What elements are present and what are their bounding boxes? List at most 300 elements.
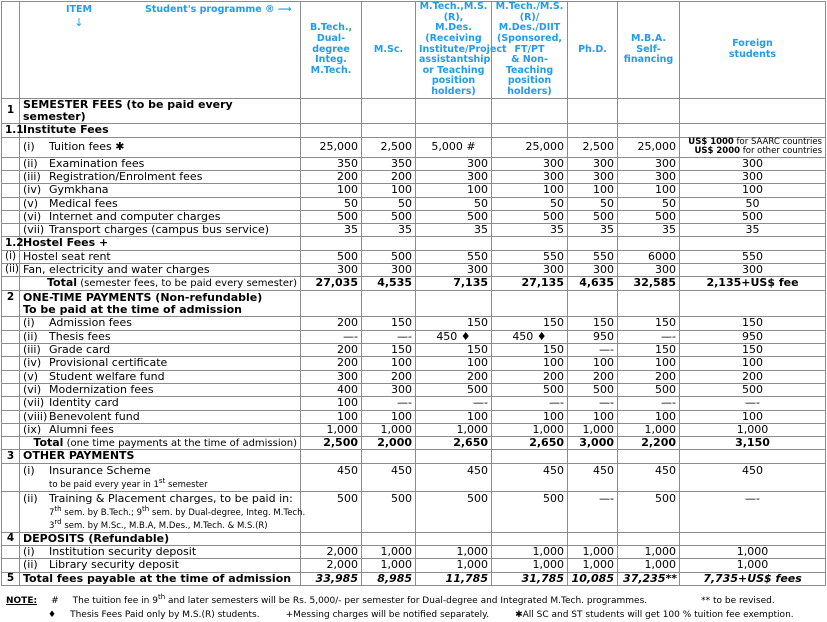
cell-blank — [492, 290, 568, 317]
table-row — [2, 370, 826, 383]
row-number-blank — [2, 437, 20, 450]
row-label-registration-fees: (iii) Registration/Enrolment fees — [20, 170, 301, 183]
cell-onetime-total-msc: 2,000 — [362, 437, 416, 450]
right-arrow-icon: ⟶ — [277, 4, 291, 15]
cell-provisional-mtech: 100 — [416, 357, 492, 370]
cell-internet-btech: 500 — [301, 210, 362, 223]
table-row — [2, 397, 826, 410]
cell-training-foreign: —- — [680, 491, 826, 532]
cell-welfare-foreign: 200 — [680, 370, 826, 383]
cell-blank — [416, 450, 492, 463]
cell-internet-msc: 500 — [362, 210, 416, 223]
fee-structure-sheet — [0, 1, 827, 620]
cell-welfare-btech: 300 — [301, 370, 362, 383]
cell-training-msc: 500 — [362, 491, 416, 532]
cell-gymkhana-msc: 100 — [362, 184, 416, 197]
cell-identity-msc: —- — [362, 397, 416, 410]
section-number: 1 — [2, 98, 20, 124]
cell-blank — [680, 237, 826, 250]
cell-gradecard-btech: 200 — [301, 343, 362, 356]
cell-onetime-total-foreign: 3,150 — [680, 437, 826, 450]
table-row — [2, 197, 826, 210]
cell-inst-deposit-msc: 1,000 — [362, 546, 416, 559]
cell-exam-btech: 350 — [301, 157, 362, 170]
cell-modernization-btech: 400 — [301, 383, 362, 396]
cell-sem-total-msc: 4,535 — [362, 277, 416, 290]
cell-gradecard-foreign: 150 — [680, 343, 826, 356]
cell-benevolent-mtech-sponsored: 100 — [492, 410, 568, 423]
row-number-blank — [2, 546, 20, 559]
cell-medical-mtech: 50 — [416, 197, 492, 210]
cell-gymkhana-phd: 100 — [568, 184, 618, 197]
notes-text-2a: Thesis Fees Paid only by M.S.(R) students. — [70, 609, 260, 620]
cell-transport-msc: 35 — [362, 224, 416, 237]
cell-benevolent-btech: 100 — [301, 410, 362, 423]
row-label-fan-electricity-water: Fan, electricity and water charges — [20, 264, 301, 277]
cell-training-mtech: 500 — [416, 491, 492, 532]
notes-title: NOTE: — [6, 596, 38, 607]
cell-blank — [301, 98, 362, 124]
cell-training-btech: 500 — [301, 491, 362, 532]
cell-blank — [618, 532, 680, 545]
section-number: 2 — [2, 290, 20, 317]
cell-hostel-rent-phd: 550 — [568, 250, 618, 263]
cell-identity-foreign: —- — [680, 397, 826, 410]
table-row — [2, 317, 826, 330]
section-title: DEPOSITS (Refundable) — [20, 532, 301, 545]
table-row — [2, 357, 826, 370]
cell-transport-mtech: 35 — [416, 224, 492, 237]
cell-blank — [680, 450, 826, 463]
section-row-deposits — [2, 532, 826, 545]
cell-alumni-mtech: 1,000 — [416, 423, 492, 436]
cell-training-mtech-sponsored: 500 — [492, 491, 568, 532]
header-item-label: ITEM ↓ — [23, 5, 135, 30]
cell-registration-msc: 200 — [362, 170, 416, 183]
cell-blank — [301, 450, 362, 463]
section-row-onetime-payments — [2, 290, 826, 317]
header-col-mtech: M.Tech.,M.S. (R), M.Des. (Receiving Institute/Project assistantship or Teaching position holders) — [416, 2, 492, 99]
cell-blank — [492, 237, 568, 250]
cell-sem-total-foreign: 2,135+US$ fee — [680, 277, 826, 290]
cell-tuition-msc: 2,500 — [362, 137, 416, 157]
section-row-other-payments — [2, 450, 826, 463]
cell-thesis-mba: —- — [618, 330, 680, 343]
cell-onetime-total-btech: 2,500 — [301, 437, 362, 450]
cell-blank — [362, 290, 416, 317]
cell-tuition-phd: 2,500 — [568, 137, 618, 157]
cell-hostel-rent-msc: 500 — [362, 250, 416, 263]
cell-sem-total-phd: 4,635 — [568, 277, 618, 290]
row-label-semester-total: Total (semester fees, to be paid every semester) — [20, 277, 301, 290]
notes-diamond-marker: ♦ — [48, 609, 57, 620]
cell-gradecard-msc: 150 — [362, 343, 416, 356]
cell-exam-phd: 300 — [568, 157, 618, 170]
row-label-identity-card: (vii) Identity card — [20, 397, 301, 410]
cell-thesis-msc: —- — [362, 330, 416, 343]
row-label-grade-card: (iii) Grade card — [20, 343, 301, 356]
cell-benevolent-mba: 100 — [618, 410, 680, 423]
cell-tuition-foreign: US$ 1000 for SAARC countries US$ 2000 for other countries — [680, 137, 826, 157]
row-number-blank — [2, 491, 20, 532]
cell-internet-mba: 500 — [618, 210, 680, 223]
row-number-blank — [2, 210, 20, 223]
cell-grand-total-phd: 10,085 — [568, 572, 618, 585]
cell-tuition-btech: 25,000 — [301, 137, 362, 157]
cell-blank — [568, 290, 618, 317]
cell-identity-mtech: —- — [416, 397, 492, 410]
cell-inst-deposit-mtech-sponsored: 1,000 — [492, 546, 568, 559]
cell-gradecard-phd: —- — [568, 343, 618, 356]
table-row — [2, 170, 826, 183]
cell-blank — [416, 290, 492, 317]
cell-blank — [618, 450, 680, 463]
cell-blank — [618, 290, 680, 317]
row-label-modernization-fees: (vi) Modernization fees — [20, 383, 301, 396]
cell-welfare-mtech: 200 — [416, 370, 492, 383]
cell-identity-phd: —- — [568, 397, 618, 410]
notes-line-1 — [6, 592, 827, 609]
cell-thesis-foreign: 950 — [680, 330, 826, 343]
cell-welfare-mtech-sponsored: 200 — [492, 370, 568, 383]
cell-thesis-mtech-sponsored: 450 ♦ — [492, 330, 568, 343]
cell-modernization-phd: 500 — [568, 383, 618, 396]
cell-insurance-btech: 450 — [301, 463, 362, 491]
cell-internet-mtech: 500 — [416, 210, 492, 223]
cell-exam-mba: 300 — [618, 157, 680, 170]
cell-fan-mtech: 300 — [416, 264, 492, 277]
row-number-blank — [2, 343, 20, 356]
cell-alumni-foreign: 1,000 — [680, 423, 826, 436]
cell-sem-total-btech: 27,035 — [301, 277, 362, 290]
cell-blank — [680, 290, 826, 317]
section-title: Institute Fees — [20, 124, 301, 137]
cell-alumni-mtech-sponsored: 1,000 — [492, 423, 568, 436]
cell-registration-mba: 300 — [618, 170, 680, 183]
section-title: OTHER PAYMENTS — [20, 450, 301, 463]
cell-registration-mtech-sponsored: 300 — [492, 170, 568, 183]
section-title-grand-total: Total fees payable at the time of admission — [20, 572, 301, 585]
section-row-institute-fees — [2, 124, 826, 137]
cell-gymkhana-btech: 100 — [301, 184, 362, 197]
header-col-btech: B.Tech., Dual-degree Integ. M.Tech. — [301, 2, 362, 99]
cell-identity-mtech-sponsored: —- — [492, 397, 568, 410]
cell-admission-mtech: 150 — [416, 317, 492, 330]
header-programme-label: Student's programme ® ⟶ — [145, 4, 291, 15]
cell-blank — [492, 98, 568, 124]
cell-onetime-total-mtech-sponsored: 2,650 — [492, 437, 568, 450]
row-number-blank — [2, 370, 20, 383]
cell-fan-mba: 300 — [618, 264, 680, 277]
cell-provisional-msc: 100 — [362, 357, 416, 370]
row-label-admission-fees: (i) Admission fees — [20, 317, 301, 330]
table-row — [2, 410, 826, 423]
cell-alumni-msc: 1,000 — [362, 423, 416, 436]
cell-transport-mba: 35 — [618, 224, 680, 237]
table-header-row — [2, 2, 826, 99]
cell-thesis-btech: —- — [301, 330, 362, 343]
cell-blank — [492, 450, 568, 463]
cell-lib-deposit-mba: 1,000 — [618, 559, 680, 572]
row-label-provisional-certificate: (iv) Provisional certificate — [20, 357, 301, 370]
fee-structure-table — [1, 1, 826, 586]
cell-provisional-mba: 100 — [618, 357, 680, 370]
notes-text-2b: +Messing charges will be notified separately. — [285, 609, 490, 620]
cell-provisional-mtech-sponsored: 100 — [492, 357, 568, 370]
row-number-blank — [2, 170, 20, 183]
header-col-msc: M.Sc. — [362, 2, 416, 99]
cell-modernization-mtech-sponsored: 500 — [492, 383, 568, 396]
row-label-gymkhana: (iv) Gymkhana — [20, 184, 301, 197]
cell-grand-total-mtech-sponsored: 31,785 — [492, 572, 568, 585]
cell-blank — [301, 532, 362, 545]
cell-inst-deposit-mba: 1,000 — [618, 546, 680, 559]
cell-registration-foreign: 300 — [680, 170, 826, 183]
cell-tuition-mba: 25,000 — [618, 137, 680, 157]
cell-provisional-foreign: 100 — [680, 357, 826, 370]
row-number-blank — [2, 383, 20, 396]
cell-transport-foreign: 35 — [680, 224, 826, 237]
cell-internet-foreign: 500 — [680, 210, 826, 223]
cell-admission-mba: 150 — [618, 317, 680, 330]
table-row — [2, 383, 826, 396]
row-label-student-welfare-fund: (v) Student welfare fund — [20, 370, 301, 383]
cell-welfare-msc: 200 — [362, 370, 416, 383]
cell-blank — [301, 290, 362, 317]
notes-hash-marker: # — [51, 596, 59, 607]
cell-blank — [618, 237, 680, 250]
cell-provisional-btech: 200 — [301, 357, 362, 370]
cell-gymkhana-mtech-sponsored: 100 — [492, 184, 568, 197]
cell-exam-mtech-sponsored: 300 — [492, 157, 568, 170]
cell-training-phd: —- — [568, 491, 618, 532]
cell-medical-mba: 50 — [618, 197, 680, 210]
cell-insurance-mtech-sponsored: 450 — [492, 463, 568, 491]
cell-medical-mtech-sponsored: 50 — [492, 197, 568, 210]
cell-welfare-mba: 200 — [618, 370, 680, 383]
cell-identity-btech: 100 — [301, 397, 362, 410]
cell-blank — [680, 532, 826, 545]
row-number-blank — [2, 357, 20, 370]
header-col-foreign: Foreign students — [680, 2, 826, 99]
cell-registration-btech: 200 — [301, 170, 362, 183]
cell-modernization-msc: 300 — [362, 383, 416, 396]
cell-blank — [568, 237, 618, 250]
cell-hostel-rent-mtech: 550 — [416, 250, 492, 263]
cell-blank — [362, 124, 416, 137]
cell-medical-msc: 50 — [362, 197, 416, 210]
cell-insurance-msc: 450 — [362, 463, 416, 491]
cell-lib-deposit-msc: 1,000 — [362, 559, 416, 572]
row-roman-left: (ii) — [2, 264, 20, 277]
cell-hostel-rent-mtech-sponsored: 550 — [492, 250, 568, 263]
row-label-medical-fees: (v) Medical fees — [20, 197, 301, 210]
cell-medical-foreign: 50 — [680, 197, 826, 210]
table-row — [2, 184, 826, 197]
row-label-library-security-deposit: (ii) Library security deposit — [20, 559, 301, 572]
cell-grand-total-msc: 8,985 — [362, 572, 416, 585]
cell-alumni-phd: 1,000 — [568, 423, 618, 436]
row-number-blank — [2, 184, 20, 197]
row-sublabel-insurance: to be paid every year in 1st semester — [49, 477, 208, 490]
cell-admission-foreign: 150 — [680, 317, 826, 330]
cell-hostel-rent-foreign: 550 — [680, 250, 826, 263]
cell-blank — [568, 532, 618, 545]
cell-thesis-phd: 950 — [568, 330, 618, 343]
table-row — [2, 250, 826, 263]
row-number-blank — [2, 317, 20, 330]
cell-blank — [362, 237, 416, 250]
section-title: SEMESTER FEES (to be paid every semester) — [20, 98, 301, 124]
row-label-onetime-total: Total (one time payments at the time of admission) — [20, 437, 301, 450]
cell-medical-btech: 50 — [301, 197, 362, 210]
cell-benevolent-msc: 100 — [362, 410, 416, 423]
notes-block — [6, 592, 827, 622]
cell-fan-mtech-sponsored: 300 — [492, 264, 568, 277]
cell-blank — [362, 450, 416, 463]
cell-gymkhana-mtech: 100 — [416, 184, 492, 197]
cell-provisional-phd: 100 — [568, 357, 618, 370]
section-number: 1.2 — [2, 237, 20, 250]
cell-grand-total-foreign: 7,735+US$ fees — [680, 572, 826, 585]
cell-benevolent-foreign: 100 — [680, 410, 826, 423]
cell-onetime-total-mtech: 2,650 — [416, 437, 492, 450]
table-row — [2, 330, 826, 343]
cell-sem-total-mtech-sponsored: 27,135 — [492, 277, 568, 290]
notes-text-1b: ** to be revised. — [701, 596, 775, 607]
cell-exam-mtech: 300 — [416, 157, 492, 170]
cell-transport-phd: 35 — [568, 224, 618, 237]
cell-blank — [416, 124, 492, 137]
cell-welfare-phd: 200 — [568, 370, 618, 383]
notes-text-2c: ✱All SC and ST students will get 100 % tuition fee exemption. — [515, 609, 794, 620]
cell-registration-mtech: 300 — [416, 170, 492, 183]
table-row — [2, 463, 826, 491]
cell-inst-deposit-btech: 2,000 — [301, 546, 362, 559]
row-label-thesis-fees: (ii) Thesis fees — [20, 330, 301, 343]
cell-blank — [680, 124, 826, 137]
row-roman-left: (i) — [2, 250, 20, 263]
cell-insurance-phd: 450 — [568, 463, 618, 491]
cell-grand-total-mtech: 11,785 — [416, 572, 492, 585]
cell-insurance-mba: 450 — [618, 463, 680, 491]
cell-hostel-rent-btech: 500 — [301, 250, 362, 263]
cell-blank — [362, 532, 416, 545]
cell-gymkhana-mba: 100 — [618, 184, 680, 197]
row-label-insurance-scheme: (i) Insurance Scheme to be paid every year in 1st semester — [20, 463, 301, 491]
row-number-blank — [2, 397, 20, 410]
table-row — [2, 137, 826, 157]
row-sublabel-training-2: 3rd sem. by M.Sc., M.B.A, M.Des., M.Tech. & M.S.(R) — [49, 518, 268, 532]
cell-blank — [362, 98, 416, 124]
row-number-blank — [2, 559, 20, 572]
cell-insurance-mtech: 450 — [416, 463, 492, 491]
section-number: 3 — [2, 450, 20, 463]
section-row-semester-fees — [2, 98, 826, 124]
cell-fan-foreign: 300 — [680, 264, 826, 277]
cell-gradecard-mtech: 150 — [416, 343, 492, 356]
cell-registration-phd: 300 — [568, 170, 618, 183]
row-label-alumni-fees: (ix) Alumni fees — [20, 423, 301, 436]
table-row — [2, 491, 826, 532]
row-label-training-placement: (ii) Training & Placement charges, to be paid in: 7th sem. by B.Tech.; 9th sem. by Dual-degree, Integ. M.Tech. 3rd sem. by M.Sc., M.B.A, M.Des., M.Tech. & M.S.(R) — [20, 491, 301, 532]
header-corner-cell — [2, 2, 20, 99]
cell-blank — [568, 450, 618, 463]
cell-modernization-foreign: 500 — [680, 383, 826, 396]
row-number-blank — [2, 423, 20, 436]
cell-blank — [416, 532, 492, 545]
notes-line-2 — [6, 609, 827, 622]
cell-exam-foreign: 300 — [680, 157, 826, 170]
cell-transport-btech: 35 — [301, 224, 362, 237]
cell-blank — [618, 98, 680, 124]
cell-alumni-mba: 1,000 — [618, 423, 680, 436]
table-row — [2, 546, 826, 559]
cell-blank — [416, 237, 492, 250]
table-row — [2, 423, 826, 436]
row-number-blank — [2, 277, 20, 290]
row-number-blank — [2, 137, 20, 157]
cell-inst-deposit-phd: 1,000 — [568, 546, 618, 559]
cell-inst-deposit-mtech: 1,000 — [416, 546, 492, 559]
header-col-mtech-sponsored: M.Tech./M.S.(R)/ M.Des./DIIT (Sponsored, FT/PT & Non-Teaching position holders) — [492, 2, 568, 99]
cell-insurance-foreign: 450 — [680, 463, 826, 491]
cell-onetime-total-mba: 2,200 — [618, 437, 680, 450]
cell-internet-mtech-sponsored: 500 — [492, 210, 568, 223]
table-row — [2, 264, 826, 277]
cell-lib-deposit-mtech-sponsored: 1,000 — [492, 559, 568, 572]
cell-identity-mba: —- — [618, 397, 680, 410]
cell-fan-phd: 300 — [568, 264, 618, 277]
row-label-internet-charges: (vi) Internet and computer charges — [20, 210, 301, 223]
row-label-transport-charges: (vii) Transport charges (campus bus service) — [20, 224, 301, 237]
cell-blank — [492, 532, 568, 545]
cell-blank — [301, 237, 362, 250]
cell-training-mba: 500 — [618, 491, 680, 532]
cell-grand-total-btech: 33,985 — [301, 572, 362, 585]
cell-blank — [680, 98, 826, 124]
header-item-cell — [20, 2, 301, 99]
cell-blank — [618, 124, 680, 137]
cell-gymkhana-foreign: 100 — [680, 184, 826, 197]
cell-exam-msc: 350 — [362, 157, 416, 170]
cell-lib-deposit-foreign: 1,000 — [680, 559, 826, 572]
cell-transport-mtech-sponsored: 35 — [492, 224, 568, 237]
cell-sem-total-mtech: 7,135 — [416, 277, 492, 290]
row-number-blank — [2, 330, 20, 343]
header-col-phd: Ph.D. — [568, 2, 618, 99]
cell-thesis-mtech: 450 ♦ — [416, 330, 492, 343]
cell-grand-total-mba: 37,235** — [618, 572, 680, 585]
cell-lib-deposit-mtech: 1,000 — [416, 559, 492, 572]
header-col-mba: M.B.A. Self- financing — [618, 2, 680, 99]
total-row-grand — [2, 572, 826, 585]
section-number: 5 — [2, 572, 20, 585]
cell-admission-msc: 150 — [362, 317, 416, 330]
total-row-semester — [2, 277, 826, 290]
cell-blank — [568, 124, 618, 137]
cell-admission-btech: 200 — [301, 317, 362, 330]
row-sublabel-training-1: 7th sem. by B.Tech.; 9th sem. by Dual-degree, Integ. M.Tech. — [49, 504, 306, 518]
section-title-onetime: ONE-TIME PAYMENTS (Non-refundable) To be paid at the time of admission — [20, 290, 301, 317]
cell-blank — [568, 98, 618, 124]
row-number-blank — [2, 157, 20, 170]
cell-benevolent-phd: 100 — [568, 410, 618, 423]
table-row — [2, 157, 826, 170]
cell-lib-deposit-btech: 2,000 — [301, 559, 362, 572]
row-label-tuition-fees: (i) Tuition fees ✱ — [20, 137, 301, 157]
row-number-blank — [2, 410, 20, 423]
